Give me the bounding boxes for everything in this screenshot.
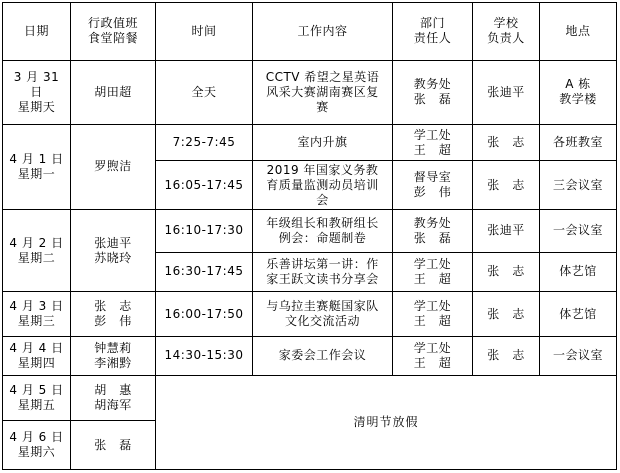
header-content: 工作内容: [253, 3, 393, 61]
item-time: 16:05-17:45: [156, 161, 253, 210]
item-time: 16:10-17:30: [156, 210, 253, 253]
day-date: 4 月 3 日 星期三: [3, 292, 71, 337]
item-content: 2019 年国家义务教 育质量监测动员培训 会: [253, 161, 393, 210]
item-place: 体艺馆: [540, 292, 617, 337]
duty-staff: 张 磊: [71, 421, 156, 470]
duty-staff: 胡田超: [71, 60, 156, 124]
item-time: 7:25-7:45: [156, 124, 253, 161]
header-school: 学校 负责人: [473, 3, 540, 61]
item-school: 张 志: [473, 292, 540, 337]
item-school: 张 志: [473, 161, 540, 210]
item-place: 一会议室: [540, 336, 617, 375]
schedule-table: [2, 2, 617, 470]
duty-staff: 胡 惠 胡海军: [71, 375, 156, 421]
item-school: 张 志: [473, 336, 540, 375]
holiday-note: 清明节放假: [156, 375, 617, 469]
schedule-row: [3, 124, 617, 161]
item-school: 张迪平: [473, 60, 540, 124]
item-time: 14:30-15:30: [156, 336, 253, 375]
schedule-row: [3, 375, 617, 421]
day-date: 4 月 2 日 星期二: [3, 210, 71, 292]
item-content: 室内升旗: [253, 124, 393, 161]
duty-staff: 张 志 彭 伟: [71, 292, 156, 337]
schedule-row: [3, 210, 617, 253]
header-row: [3, 3, 617, 61]
item-place: 各班教室: [540, 124, 617, 161]
duty-staff: 钟慧莉 李湘黔: [71, 336, 156, 375]
day-date: 3 月 31 日 星期天: [3, 60, 71, 124]
item-time: 16:00-17:50: [156, 292, 253, 337]
header-place: 地点: [540, 3, 617, 61]
item-place: 一会议室: [540, 210, 617, 253]
schedule-row: [3, 336, 617, 375]
item-place: 体艺馆: [540, 252, 617, 292]
item-school: 张迪平: [473, 210, 540, 253]
schedule-row: [3, 292, 617, 337]
item-place: A 栋 教学楼: [540, 60, 617, 124]
item-place: 三会议室: [540, 161, 617, 210]
day-date: 4 月 6 日 星期六: [3, 421, 71, 470]
item-content: CCTV 希望之星英语 风采大赛湖南赛区复 赛: [253, 60, 393, 124]
item-dept: 督导室 彭 伟: [393, 161, 473, 210]
duty-staff: 罗煦洁: [71, 124, 156, 209]
item-dept: 学工处 王 超: [393, 292, 473, 337]
item-content: 乐善讲坛第一讲：作 家王跃文读书分享会: [253, 252, 393, 292]
item-school: 张 志: [473, 252, 540, 292]
item-content: 家委会工作会议: [253, 336, 393, 375]
item-content: 年级组长和教研组长 例会：命题制卷: [253, 210, 393, 253]
item-dept: 学工处 王 超: [393, 252, 473, 292]
item-time: 16:30-17:45: [156, 252, 253, 292]
item-content: 与乌拉圭赛艇国家队 文化交流活动: [253, 292, 393, 337]
header-duty: 行政值班 食堂陪餐: [71, 3, 156, 61]
item-time: 全天: [156, 60, 253, 124]
day-date: 4 月 1 日 星期一: [3, 124, 71, 209]
header-dept: 部门 责任人: [393, 3, 473, 61]
item-dept: 教务处 张 磊: [393, 60, 473, 124]
header-date: 日期: [3, 3, 71, 61]
header-time: 时间: [156, 3, 253, 61]
item-dept: 学工处 王 超: [393, 124, 473, 161]
day-date: 4 月 5 日 星期五: [3, 375, 71, 421]
item-school: 张 志: [473, 124, 540, 161]
item-dept: 教务处 张 磊: [393, 210, 473, 253]
item-dept: 学工处 王 超: [393, 336, 473, 375]
day-date: 4 月 4 日 星期四: [3, 336, 71, 375]
duty-staff: 张迪平 苏晓玲: [71, 210, 156, 292]
schedule-row: [3, 60, 617, 124]
